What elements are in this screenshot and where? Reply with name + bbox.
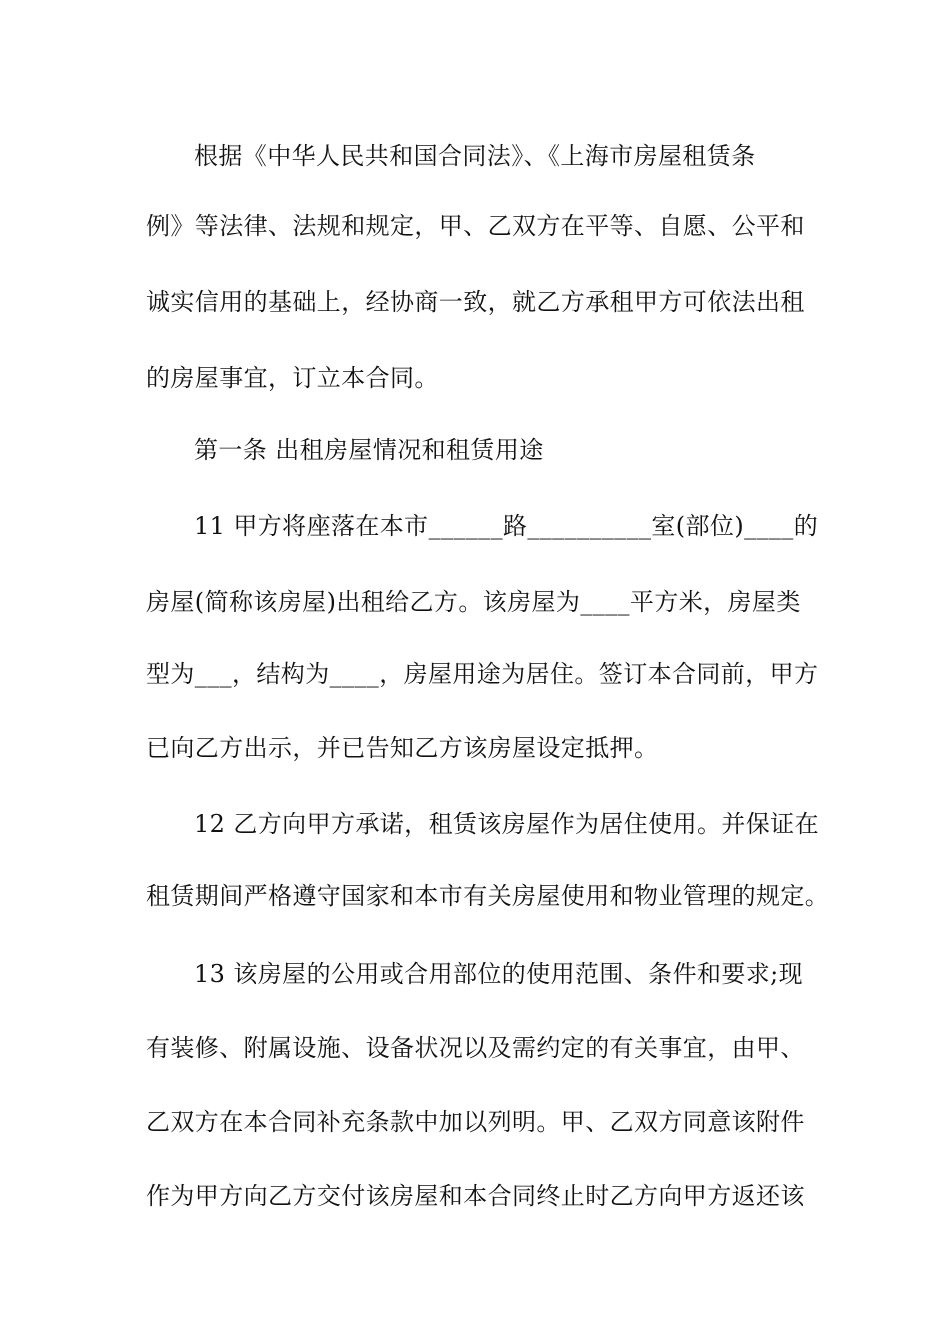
clause-13-line-3: 乙双方在本合同补充条款中加以列明。甲、乙双方同意该附件 <box>146 1108 805 1136</box>
clause-11-line-4: 已向乙方出示，并已告知乙方该房屋设定抵押。 <box>146 734 659 762</box>
clause-13-line-4: 作为甲方向乙方交付该房屋和本合同终止时乙方向甲方返还该 <box>146 1182 805 1210</box>
clause-12-line-2: 租赁期间严格遵守国家和本市有关房屋使用和物业管理的规定。 <box>146 882 830 910</box>
clause-11-line-1: 11 甲方将座落在本市______路__________室(部位)____的 <box>194 512 819 540</box>
clause-13-line-2: 有装修、附属设施、设备状况以及需约定的有关事宜，由甲、 <box>146 1034 805 1062</box>
article-1-heading: 第一条 出租房屋情况和租赁用途 <box>194 436 544 464</box>
preamble-line-2: 例》等法律、法规和规定，甲、乙双方在平等、自愿、公平和 <box>146 212 805 240</box>
clause-12-line-1: 12 乙方向甲方承诺，租赁该房屋作为居住使用。并保证在 <box>194 810 819 838</box>
clause-13-line-1: 13 该房屋的公用或合用部位的使用范围、条件和要求;现 <box>194 960 804 988</box>
preamble-line-3: 诚实信用的基础上，经协商一致，就乙方承租甲方可依法出租 <box>146 288 805 316</box>
preamble-line-1: 根据《中华人民共和国合同法》、《上海市房屋租赁条 <box>194 142 756 170</box>
clause-11-line-2: 房屋(简称该房屋)出租给乙方。该房屋为____平方米，房屋类 <box>146 588 801 616</box>
clause-11-line-3: 型为___，结构为____，房屋用途为居住。签订本合同前，甲方 <box>146 660 819 688</box>
preamble-line-4: 的房屋事宜，订立本合同。 <box>146 364 439 392</box>
